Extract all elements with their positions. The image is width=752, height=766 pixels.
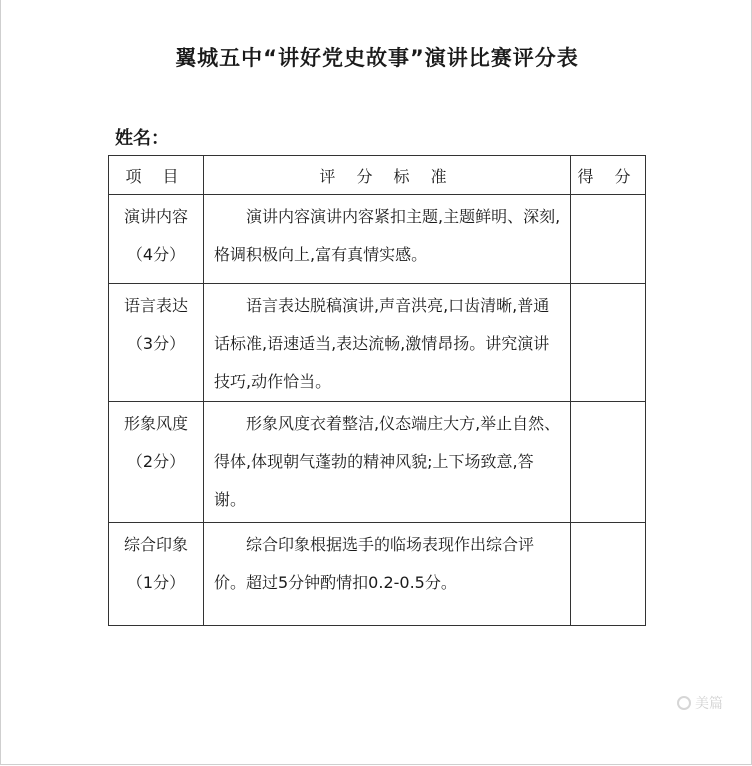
score-cell[interactable]	[571, 523, 646, 626]
watermark-text: 美篇	[695, 696, 723, 712]
page-title: 翼城五中“讲好党史故事”演讲比赛评分表	[175, 46, 579, 70]
item-name: 演讲内容	[123, 207, 188, 226]
score-cell[interactable]	[571, 195, 646, 284]
item-points: （3分）	[126, 334, 186, 353]
table-row	[109, 195, 646, 284]
header-score: 得 分	[571, 156, 646, 195]
meipian-logo-icon	[677, 696, 691, 710]
item-cell	[109, 523, 204, 626]
item-cell	[109, 284, 204, 402]
table-row	[109, 402, 646, 523]
criteria-cell: 语言表达脱稿演讲,声音洪亮,口齿清晰,普通话标准,语速适当,表达流畅,激情昂扬。讲究演讲技巧,动作恰当。	[204, 284, 571, 402]
name-label: 姓名：	[115, 128, 169, 149]
table-header-row	[109, 156, 646, 195]
item-cell	[109, 195, 204, 284]
item-name: 语言表达	[123, 296, 188, 315]
criteria-cell: 形象风度衣着整洁,仪态端庄大方,举止自然、得体,体现朝气蓬勃的精神风貌;上下场致意,答谢。	[204, 402, 571, 523]
table-row	[109, 284, 646, 402]
score-cell[interactable]	[571, 284, 646, 402]
item-name: 形象风度	[123, 414, 188, 433]
item-points: （1分）	[126, 573, 186, 592]
item-name: 综合印象	[123, 535, 188, 554]
score-cell[interactable]	[571, 402, 646, 523]
item-points: （2分）	[126, 452, 186, 471]
item-points: （4分）	[126, 245, 186, 264]
score-table	[108, 155, 646, 626]
item-cell	[109, 402, 204, 523]
table-row	[109, 523, 646, 626]
criteria-cell: 演讲内容演讲内容紧扣主题,主题鲜明、深刻,格调积极向上,富有真情实感。	[204, 195, 571, 284]
header-item: 项 目	[109, 156, 204, 195]
criteria-cell: 综合印象根据选手的临场表现作出综合评价。超过5分钟酌情扣0.2-0.5分。	[204, 523, 571, 626]
watermark	[677, 693, 723, 713]
header-criteria: 评 分 标 准	[204, 156, 571, 195]
